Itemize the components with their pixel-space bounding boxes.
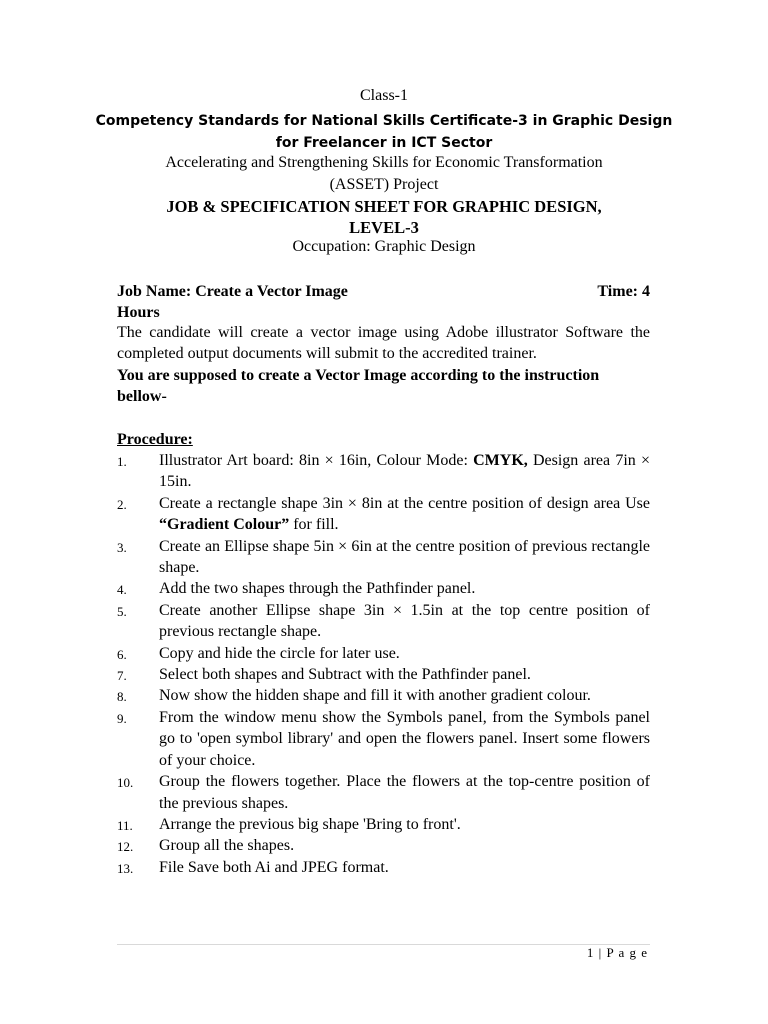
procedure-step xyxy=(117,578,650,599)
job-description: The candidate will create a vector image using Adobe illustrator Software the completed output documents will submit to the accredited trainer. xyxy=(117,324,650,362)
procedure-step xyxy=(117,664,650,685)
step-text: Create a rectangle shape 3in × 8in at the centre position of design area Use xyxy=(159,494,650,512)
step-number: 7. xyxy=(117,668,127,684)
step-number: 8. xyxy=(117,689,127,705)
project-line-1: Accelerating and Strengthening Skills for Economic Transformation xyxy=(165,154,603,171)
class-label: Class-1 xyxy=(360,87,408,104)
step-text: File Save both Ai and JPEG format. xyxy=(159,858,389,876)
procedure-step xyxy=(117,450,650,493)
step-number: 4. xyxy=(117,582,127,598)
step-text: Create an Ellipse shape 5in × 6in at the centre position of previous rectangle shape. xyxy=(159,537,650,577)
job-time-unit: Hours xyxy=(117,304,160,321)
procedure-step xyxy=(117,814,650,835)
step-text: Now show the hidden shape and fill it with another gradient colour. xyxy=(159,687,591,705)
step-number: 3. xyxy=(117,539,127,555)
procedure-list xyxy=(117,450,650,878)
procedure-step xyxy=(117,707,650,771)
step-emphasis: “Gradient Colour” xyxy=(159,516,290,534)
job-name: Job Name: Create a Vector Image xyxy=(117,283,348,300)
occupation-line: Occupation: Graphic Design xyxy=(292,238,476,255)
step-number: 12. xyxy=(117,839,134,855)
project-line-2: (ASSET) Project xyxy=(329,176,439,193)
step-text-tail: for fill. xyxy=(289,516,339,534)
step-text: Select both shapes and Subtract with the Pathfinder panel. xyxy=(159,666,531,684)
procedure-step xyxy=(117,771,650,814)
step-text-tail: Design area 7in × 15in. xyxy=(159,452,650,491)
step-number: 11. xyxy=(117,817,133,833)
footer-divider xyxy=(117,944,650,945)
step-number: 5. xyxy=(117,603,127,619)
step-text: Create another Ellipse shape 3in × 1.5in at the top centre position of previous rectangle shape. xyxy=(159,601,650,641)
procedure-step xyxy=(117,600,650,643)
step-text: Add the two shapes through the Pathfinder panel. xyxy=(159,580,476,598)
step-number: 9. xyxy=(117,710,127,726)
step-number: 6. xyxy=(117,646,127,662)
step-text: From the window menu show the Symbols panel, from the Symbols panel go to 'open symbol library' and open the flowers panel. Insert some flowers of your choice. xyxy=(159,708,650,769)
sheet-title-line-1: JOB & SPECIFICATION SHEET FOR GRAPHIC DESIGN, xyxy=(166,197,602,216)
step-emphasis: CMYK, xyxy=(473,452,528,469)
procedure-step xyxy=(117,857,650,878)
procedure-step xyxy=(117,835,650,856)
competency-line-1: Competency Standards for National Skills Certificate-3 in Graphic Design xyxy=(95,113,673,129)
page-label: | P a g e xyxy=(598,945,648,960)
step-number: 10. xyxy=(117,775,134,791)
step-text: Arrange the previous big shape 'Bring to front'. xyxy=(159,815,461,833)
procedure-step xyxy=(117,493,650,536)
job-time: Time: 4 xyxy=(597,283,650,300)
competency-title xyxy=(0,110,768,154)
sheet-title xyxy=(0,196,768,238)
sheet-title-line-2: LEVEL-3 xyxy=(349,218,419,237)
step-text: Illustrator Art board: 8in × 16in, Colour Mode: xyxy=(159,452,474,469)
page-footer xyxy=(587,945,648,961)
step-number: 2. xyxy=(117,496,127,512)
step-number: 1. xyxy=(117,454,127,469)
job-name-block xyxy=(117,281,650,323)
procedure-step xyxy=(117,536,650,579)
procedure-step xyxy=(117,685,650,706)
step-text: Copy and hide the circle for later use. xyxy=(159,644,400,662)
step-text: Group all the shapes. xyxy=(159,837,295,855)
job-instruction: You are supposed to create a Vector Image according to the instruction bellow- xyxy=(117,367,600,405)
procedure-heading: Procedure: xyxy=(117,431,193,448)
procedure-step xyxy=(117,643,650,664)
page-number: 1 xyxy=(586,945,595,960)
project-title xyxy=(0,152,768,196)
competency-line-2: for Freelancer in ICT Sector xyxy=(275,135,493,151)
step-text: Group the flowers together. Place the flowers at the top-centre position of the previous shapes. xyxy=(159,773,650,812)
step-number: 13. xyxy=(117,860,134,876)
